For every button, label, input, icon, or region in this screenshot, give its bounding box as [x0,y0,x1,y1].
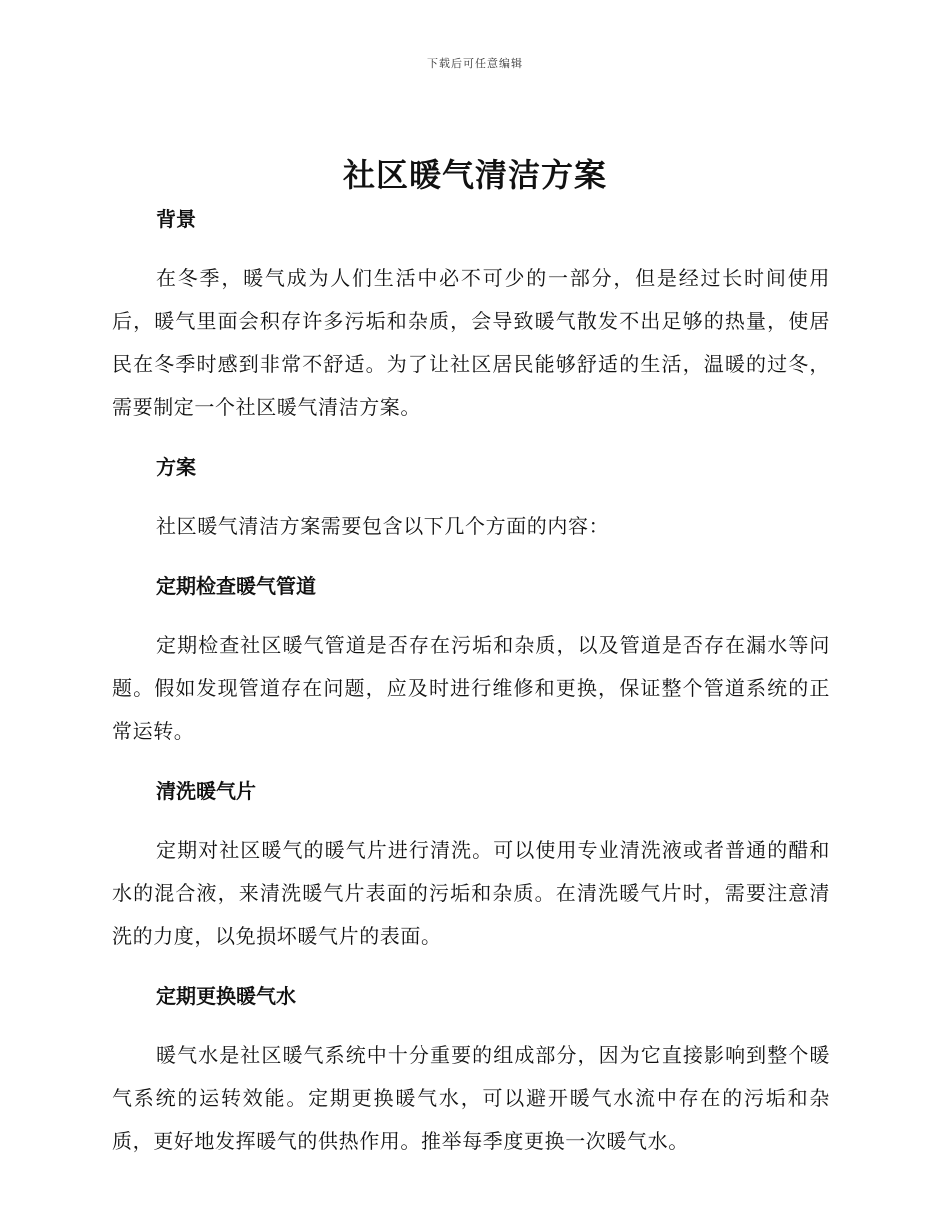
section-heading-water-replacement: 定期更换暖气水 [156,984,296,1008]
section-heading-plan: 方案 [156,455,196,479]
document-body [112,203,830,1185]
section-paragraph-pipe-inspection: 定期检查社区暖气管道是否存在污垢和杂质，以及管道是否存在漏水等问题。假如发现管道存在问题，应及时进行维修和更换，保证整个管道系统的正常运转。 [112,633,830,743]
section-paragraph-water-replacement: 暖气水是社区暖气系统中十分重要的组成部分，因为它直接影响到整个暖气系统的运转效能。定期更换暖气水，可以避开暖气水流中存在的污垢和杂质，更好地发挥暖气的供热作用。推举每季度更换一次暖气水。 [112,1043,830,1153]
section-heading-pipe-inspection: 定期检查暖气管道 [156,574,316,598]
section-paragraph-background: 在冬季，暖气成为人们生活中必不可少的一部分，但是经过长时间使用后，暖气里面会积存许多污垢和杂质，会导致暖气散发不出足够的热量，使居民在冬季时感到非常不舒适。为了让社区居民能够舒适的生活，温暖的过冬，需要制定一个社区暖气清洁方案。 [112,266,830,419]
section-paragraph-plan: 社区暖气清洁方案需要包含以下几个方面的内容： [156,514,610,538]
section-paragraph-radiator-cleaning: 定期对社区暖气的暖气片进行清洗。可以使用专业清洗液或者普通的醋和水的混合液，来清洗暖气片表面的污垢和杂质。在清洗暖气片时，需要注意清洗的力度，以免损坏暖气片的表面。 [112,838,830,948]
document-title: 社区暖气清洁方案 [342,156,607,194]
header-note: 下载后可任意编辑 [427,57,523,70]
section-heading-radiator-cleaning: 清洗暖气片 [156,779,256,803]
section-heading-background: 背景 [156,207,196,231]
